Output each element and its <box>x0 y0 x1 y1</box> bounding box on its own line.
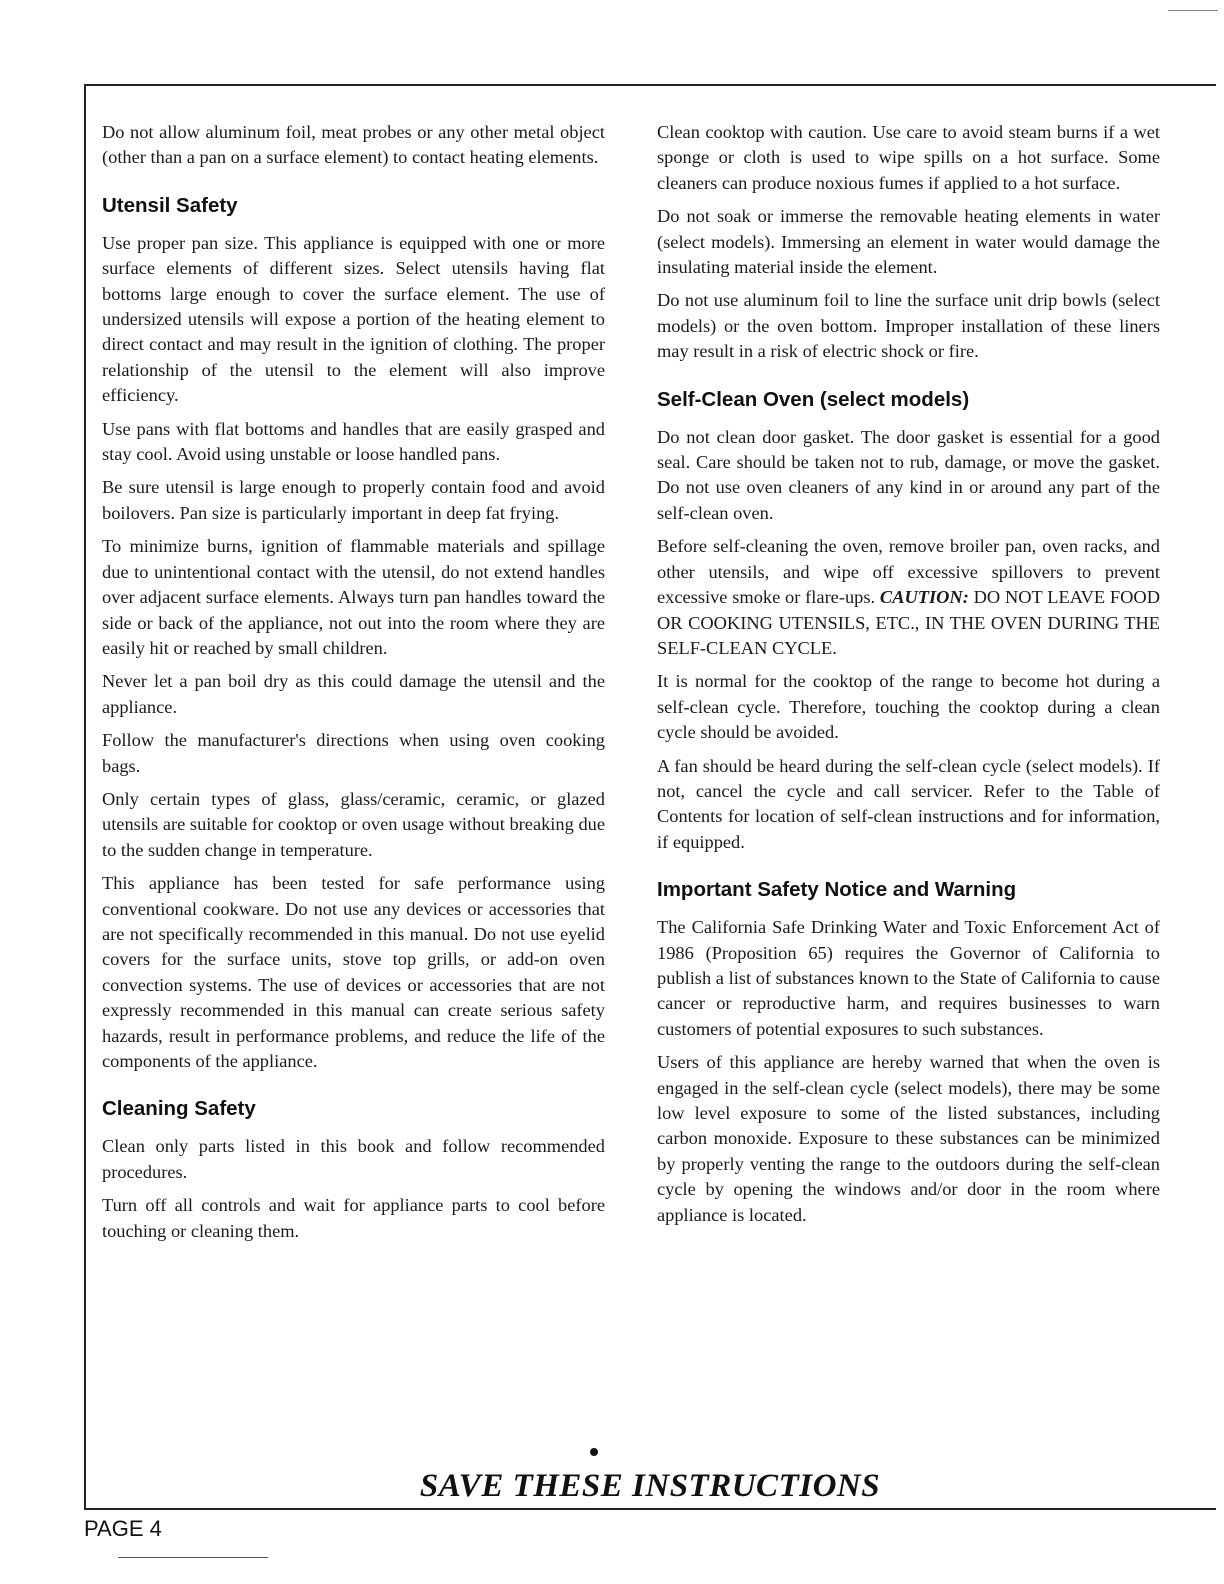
bullet-dot <box>590 1448 598 1456</box>
utensil-paragraph: This appliance has been tested for safe performance using conventional cookware. Do not use any devices or accessories that are not specifically recommended in this manual. Do not use eyelid covers for the surface units, stove top grills, or add-on oven convection systems. The use of devices or accessories that are not expressly recommended in this manual can create serious safety hazards, result in performance problems, and reduce the life of the components of the appliance. <box>102 873 605 1071</box>
self-clean-paragraph: A fan should be heard during the self-clean cycle (select models). If not, cancel the cycle and call servicer. Refer to the Table of Contents for location of self-clean instructions and for information, if equipped. <box>657 755 1160 852</box>
self-clean-paragraph: Do not clean door gasket. The door gasket is essential for a good seal. Care should be taken not to rub, damage, or move the gasket. Do not use oven cleaners of any kind in or around any part of the self-clean oven. <box>657 426 1160 523</box>
safety-notice-heading: Important Safety Notice and Warning <box>657 878 1017 902</box>
cleaning-paragraph: Clean cooktop with caution. Use care to avoid steam burns if a wet sponge or cloth is used to wipe spills on a hot surface. Some cleaners can produce noxious fumes if applied to a hot surface. <box>657 122 1160 193</box>
save-instructions-banner: SAVE THESE INSTRUCTIONS <box>419 1468 881 1504</box>
scan-edge-line <box>1168 10 1218 11</box>
caution-label: CAUTION: <box>879 587 969 608</box>
utensil-safety-heading: Utensil Safety <box>102 193 238 217</box>
self-clean-paragraph: It is normal for the cooktop of the range to become hot during a self-clean cycle. Therefore, touching the cooktop during a clean cycle should be avoided. <box>657 671 1160 743</box>
caution-text: DO NOT LEAVE FOOD OR COOKING UTENSILS, ETC., IN THE OVEN DURING THE SELF-CLEAN CYCLE. <box>657 587 1160 658</box>
notice-paragraph: Users of this appliance are hereby warned that when the oven is engaged in the self-clean cycle (select models), there may be some low level exposure to some of the listed substances, including carbon monoxide. Exposure to these substances can be minimized by properly venting the range to the outdoors during the self-clean cycle by opening the windows and/or door in the room where appliance is located. <box>657 1052 1160 1225</box>
utensil-paragraph: Use pans with flat bottoms and handles that are easily grasped and stay cool. Avoid using unstable or loose handled pans. <box>102 418 605 465</box>
cleaning-paragraph: Turn off all controls and wait for appliance parts to cool before touching or cleaning them. <box>102 1195 605 1241</box>
utensil-paragraph: Use proper pan size. This appliance is equipped with one or more surface elements of different sizes. Select utensils having flat bottoms large enough to cover the surface element. The use of undersized utensils will expose a portion of the heating element to direct contact and may result in the ignition of clothing. The proper relationship of the utensil to the element will also improve efficiency. <box>102 232 605 406</box>
self-clean-heading: Self-Clean Oven (select models) <box>657 387 970 411</box>
self-clean-paragraph-text: Before self-cleaning the oven, remove broiler pan, oven racks, and other utensils, and wipe off excessive spillovers to prevent excessive smoke or flare-ups. <box>657 536 1160 608</box>
utensil-paragraph: Follow the manufacturer's directions when using oven cooking bags. <box>102 730 605 776</box>
intro-paragraph: Do not allow aluminum foil, meat probes or any other metal object (other than a pan on a surface element) to contact heating elements. <box>102 122 605 168</box>
cleaning-paragraph: Do not soak or immerse the removable heating elements in water (select models). Immersing an element in water would damage the insulating material inside the element. <box>657 206 1160 278</box>
page-number: PAGE 4 <box>84 1516 162 1541</box>
scan-edge-line <box>118 1557 268 1558</box>
cleaning-paragraph: Do not use aluminum foil to line the surface unit drip bowls (select models) or the oven bottom. Improper installation of these liners may result in a risk of electric shock or fire. <box>657 290 1160 362</box>
utensil-paragraph: Be sure utensil is large enough to properly contain food and avoid boilovers. Pan size is particularly important in deep fat frying. <box>102 477 605 523</box>
cleaning-safety-heading: Cleaning Safety <box>102 1097 256 1121</box>
notice-paragraph: The California Safe Drinking Water and Toxic Enforcement Act of 1986 (Proposition 65) requires the Governor of California to publish a list of substances known to the State of California to cause cancer or reproductive harm, and requires businesses to warn customers of potential exposures to such substances. <box>657 917 1160 1039</box>
utensil-paragraph: Never let a pan boil dry as this could damage the utensil and the appliance. <box>102 671 605 717</box>
utensil-paragraph: To minimize burns, ignition of flammable materials and spillage due to unintentional contact with the utensil, do not extend handles over adjacent surface elements. Always turn pan handles toward the side or back of the appliance, not out into the room where they are easily hit or reached by small children. <box>102 536 605 658</box>
right-column <box>657 120 1160 1236</box>
self-clean-caution-paragraph <box>657 534 1160 661</box>
left-column <box>102 120 605 1252</box>
cleaning-paragraph: Clean only parts listed in this book and follow recommended procedures. <box>102 1136 605 1182</box>
utensil-paragraph: Only certain types of glass, glass/ceramic, ceramic, or glazed utensils are suitable for cooktop or oven usage without breaking due to the sudden change in temperature. <box>102 788 605 860</box>
